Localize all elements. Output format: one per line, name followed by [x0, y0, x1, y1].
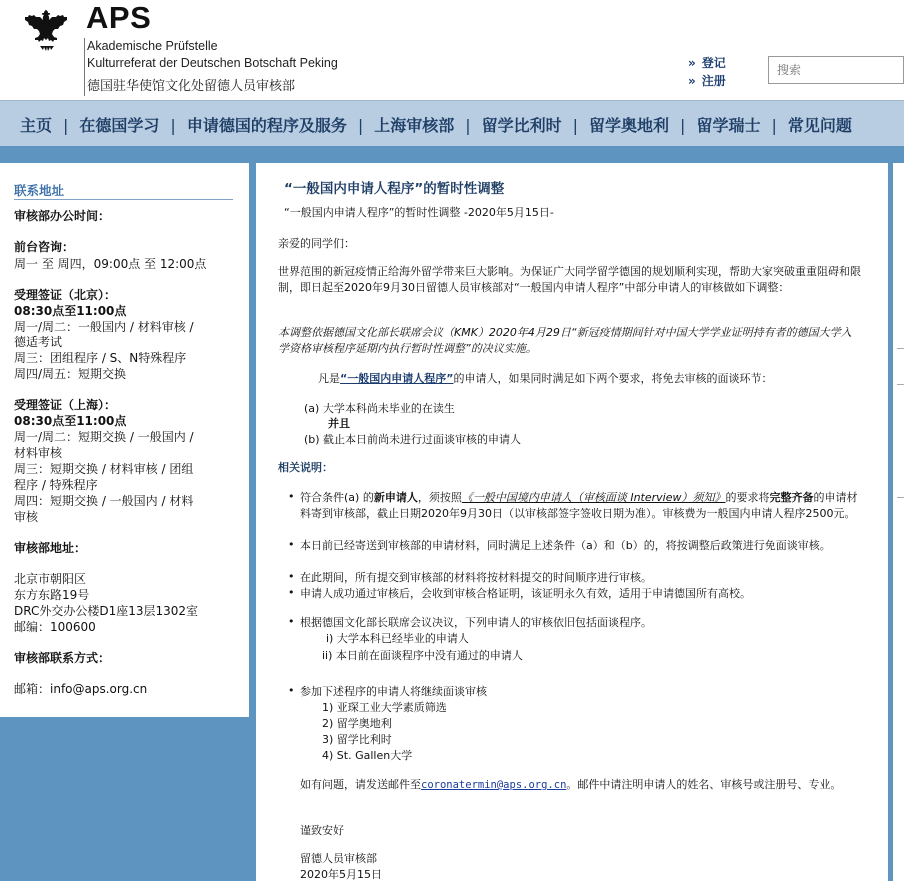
register-label: 注册: [701, 74, 726, 88]
right-column-divider: [897, 348, 904, 349]
main-navigation: [0, 100, 904, 147]
note-1-text: 的要求将: [725, 491, 770, 504]
address-line: DRC外交办公楼D1座13层1302室: [14, 604, 199, 618]
article-date: 2020年5月15日: [300, 868, 382, 881]
nav-item-procedures[interactable]: 申请德国的程序及服务: [186, 116, 347, 135]
bullet-icon: •: [288, 615, 295, 628]
shanghai-line: 周一/周二：短期交换 / 一般国内 /: [14, 430, 194, 444]
logo-subtitle-3: 德国驻华使馆文化处留德人员审核部: [87, 79, 296, 94]
article: [256, 163, 888, 881]
note-1-text: 符合条件(a) 的: [300, 491, 374, 504]
link-arrow-icon: »: [688, 74, 696, 88]
contact-text: 如有问题，请发送邮件至: [300, 778, 421, 791]
sidebar-divider: [14, 199, 233, 200]
notes-title: 相关说明：: [278, 461, 333, 474]
interview-guide-link[interactable]: 《一般中国境内申请人（审核面谈 Interview）须知》: [461, 491, 726, 504]
nav-separator: |: [63, 116, 69, 135]
site-header: [0, 0, 904, 100]
bullet-icon: •: [288, 586, 295, 599]
office-hours-title: 审核部办公时间：: [14, 209, 111, 223]
note-4: 申请人成功通过审核后，会收到审核合格证明，该证明永久有效，适用于申请德国所有高校。: [300, 587, 751, 600]
condition-b: (b) 截止本日前尚未进行过面谈审核的申请人: [304, 433, 522, 446]
search-input[interactable]: [768, 56, 904, 84]
contact-sidebar: [0, 163, 249, 717]
shanghai-line: 审核: [14, 510, 39, 524]
bullet-icon: •: [288, 490, 295, 503]
beijing-line: 周一/周二：一般国内 / 材料审核 /: [14, 320, 194, 334]
bullet-icon: •: [288, 684, 295, 697]
note-5: 根据德国文化部长联席会议决议，下列申请人的审核依旧包括面谈程序。: [300, 616, 652, 629]
nav-separator: |: [771, 116, 777, 135]
condition-and: 并且: [328, 417, 350, 430]
register-link[interactable]: [688, 72, 726, 89]
note-1-text: 的申请材料寄到审核部，截止日期2020年9月30日（以审核部签字签收日期为准）。审核费为一般国内申请人程序2500元。: [300, 491, 858, 520]
nav-separator: |: [465, 116, 471, 135]
german-eagle-logo: [22, 4, 72, 54]
address-line: 邮编：100600: [14, 620, 96, 634]
shanghai-line: 周三：短期交换 / 材料审核 / 团组: [14, 462, 194, 476]
nav-item-austria[interactable]: 留学奥地利: [589, 116, 670, 135]
note-6: 参加下述程序的申请人将继续面谈审核: [300, 685, 487, 698]
note-1-bold: 完整齐备: [769, 491, 814, 504]
note-6-item: 3) 留学比利时: [322, 733, 392, 746]
contact-title: 审核部联系方式：: [14, 651, 111, 665]
login-label: 登记: [701, 56, 726, 70]
shanghai-title: 受理签证（上海）：: [14, 398, 117, 412]
note-2: 本日前已经寄送到审核部的申请材料，同时满足上述条件（a）和（b）的，将按调整后政策进行免面谈审核。: [300, 539, 831, 552]
note-1: [300, 490, 862, 522]
general-procedure-link[interactable]: “一般国内申请人程序”: [340, 372, 454, 385]
address-line: 北京市朝阳区: [14, 572, 87, 586]
note-6-item: 2) 留学奥地利: [322, 717, 392, 730]
beijing-time: 08:30点至11:00点: [14, 304, 127, 318]
intro-paragraph: 世界范围的新冠疫情正给海外留学带来巨大影响。为保证广大同学留学德国的规划顺利实现，帮助大家突破重重阻碍和限制，即日起至2020年9月30日留德人员审核部对“一般国内申请人程序”中部分申请人的审核做如下调整：: [278, 265, 861, 294]
shanghai-line: 周四：短期交换 / 一般国内 / 材料: [14, 494, 194, 508]
nav-separator: |: [357, 116, 364, 135]
nav-separator: |: [572, 116, 579, 135]
condition-suffix: 的申请人，如果同时满足如下两个要求，将免去审核的面谈环节：: [453, 372, 773, 385]
logo-text: APS: [86, 0, 152, 35]
note-1-text: ，须按照: [417, 491, 462, 504]
note-5-item: i) 大学本科已经毕业的申请人: [326, 632, 469, 645]
nav-item-study-in-germany[interactable]: 在德国学习: [79, 116, 160, 135]
beijing-line: 周三：团组程序 / S、N特殊程序: [14, 351, 187, 365]
contact-text: 。邮件中请注明申请人的姓名、审核号或注册号、专业。: [566, 778, 842, 791]
shanghai-line: 材料审核: [14, 446, 63, 460]
note-1-bold: 新申请人: [373, 491, 418, 504]
right-column-divider: [897, 497, 904, 498]
decision-paragraph: 本调整依据德国文化部长联席会议（KMK）2020年4月29日“新冠疫情期间针对中国大学学业证明持有者的德国大学入学资格审核程序延期内执行暂时性调整”的决议实施。: [278, 326, 852, 355]
beijing-line: 周四/周五：短期交换: [14, 367, 127, 381]
nav-separator: |: [170, 116, 176, 135]
front-desk-hours: 周一 至 周四，09:00点 至 12:00点: [14, 257, 207, 271]
right-column-edge: [893, 163, 904, 881]
right-column-divider: [897, 384, 904, 385]
article-title: “一般国内申请人程序”的暂时性调整: [284, 181, 505, 197]
article-subtitle: “一般国内申请人程序”的暂时性调整 -2020年5月15日-: [284, 206, 554, 219]
shanghai-time: 08:30点至11:00点: [14, 414, 127, 428]
nav-separator: |: [680, 116, 686, 135]
nav-item-faq[interactable]: 常见问题: [787, 116, 852, 135]
link-arrow-icon: »: [688, 56, 696, 70]
logo-subtitle-2: Kulturreferat der Deutschen Botschaft Peking: [87, 56, 338, 70]
note-6-item: 1) 亚琛工业大学素质筛选: [322, 701, 447, 714]
address-line: 东方东路19号: [14, 588, 90, 602]
note-5-item: ii) 本日前在面谈程序中没有通过的申请人: [322, 649, 523, 662]
logo-subtitle-1: Akademische Prüfstelle: [87, 39, 218, 53]
signature: 留德人员审核部: [300, 852, 377, 865]
sidebar-title: 联系地址: [14, 183, 65, 198]
contact-paragraph: [300, 777, 862, 793]
beijing-title: 受理签证（北京）：: [14, 288, 117, 302]
logo-divider: [84, 38, 85, 96]
nav-item-belgium[interactable]: 留学比利时: [481, 116, 562, 135]
bullet-icon: •: [288, 538, 295, 551]
closing-regards: 谨致安好: [300, 824, 344, 837]
bullet-icon: •: [288, 570, 295, 583]
beijing-line: 德适考试: [14, 335, 63, 349]
note-6-item: 4) St. Gallen大学: [322, 749, 413, 762]
shanghai-line: 程序 / 特殊程序: [14, 478, 98, 492]
note-3: 在此期间，所有提交到审核部的材料将按材料提交的时间顺序进行审核。: [300, 571, 652, 584]
nav-item-shanghai[interactable]: 上海审核部: [374, 116, 455, 135]
condition-prefix: 凡是: [318, 372, 340, 385]
contact-email-link[interactable]: coronatermin@aps.org.cn: [421, 779, 567, 791]
condition-a: (a) 大学本科尚未毕业的在读生: [304, 402, 455, 415]
front-desk-title: 前台咨询：: [14, 240, 75, 254]
email-line: 邮箱：info@aps.org.cn: [14, 682, 148, 696]
nav-item-home[interactable]: 主页: [20, 116, 53, 135]
login-link[interactable]: [688, 54, 726, 71]
condition-paragraph: [318, 371, 878, 387]
address-title: 审核部地址：: [14, 541, 87, 555]
nav-item-switzerland[interactable]: 留学瑞士: [696, 116, 761, 135]
greeting: 亲爱的同学们：: [278, 237, 355, 250]
